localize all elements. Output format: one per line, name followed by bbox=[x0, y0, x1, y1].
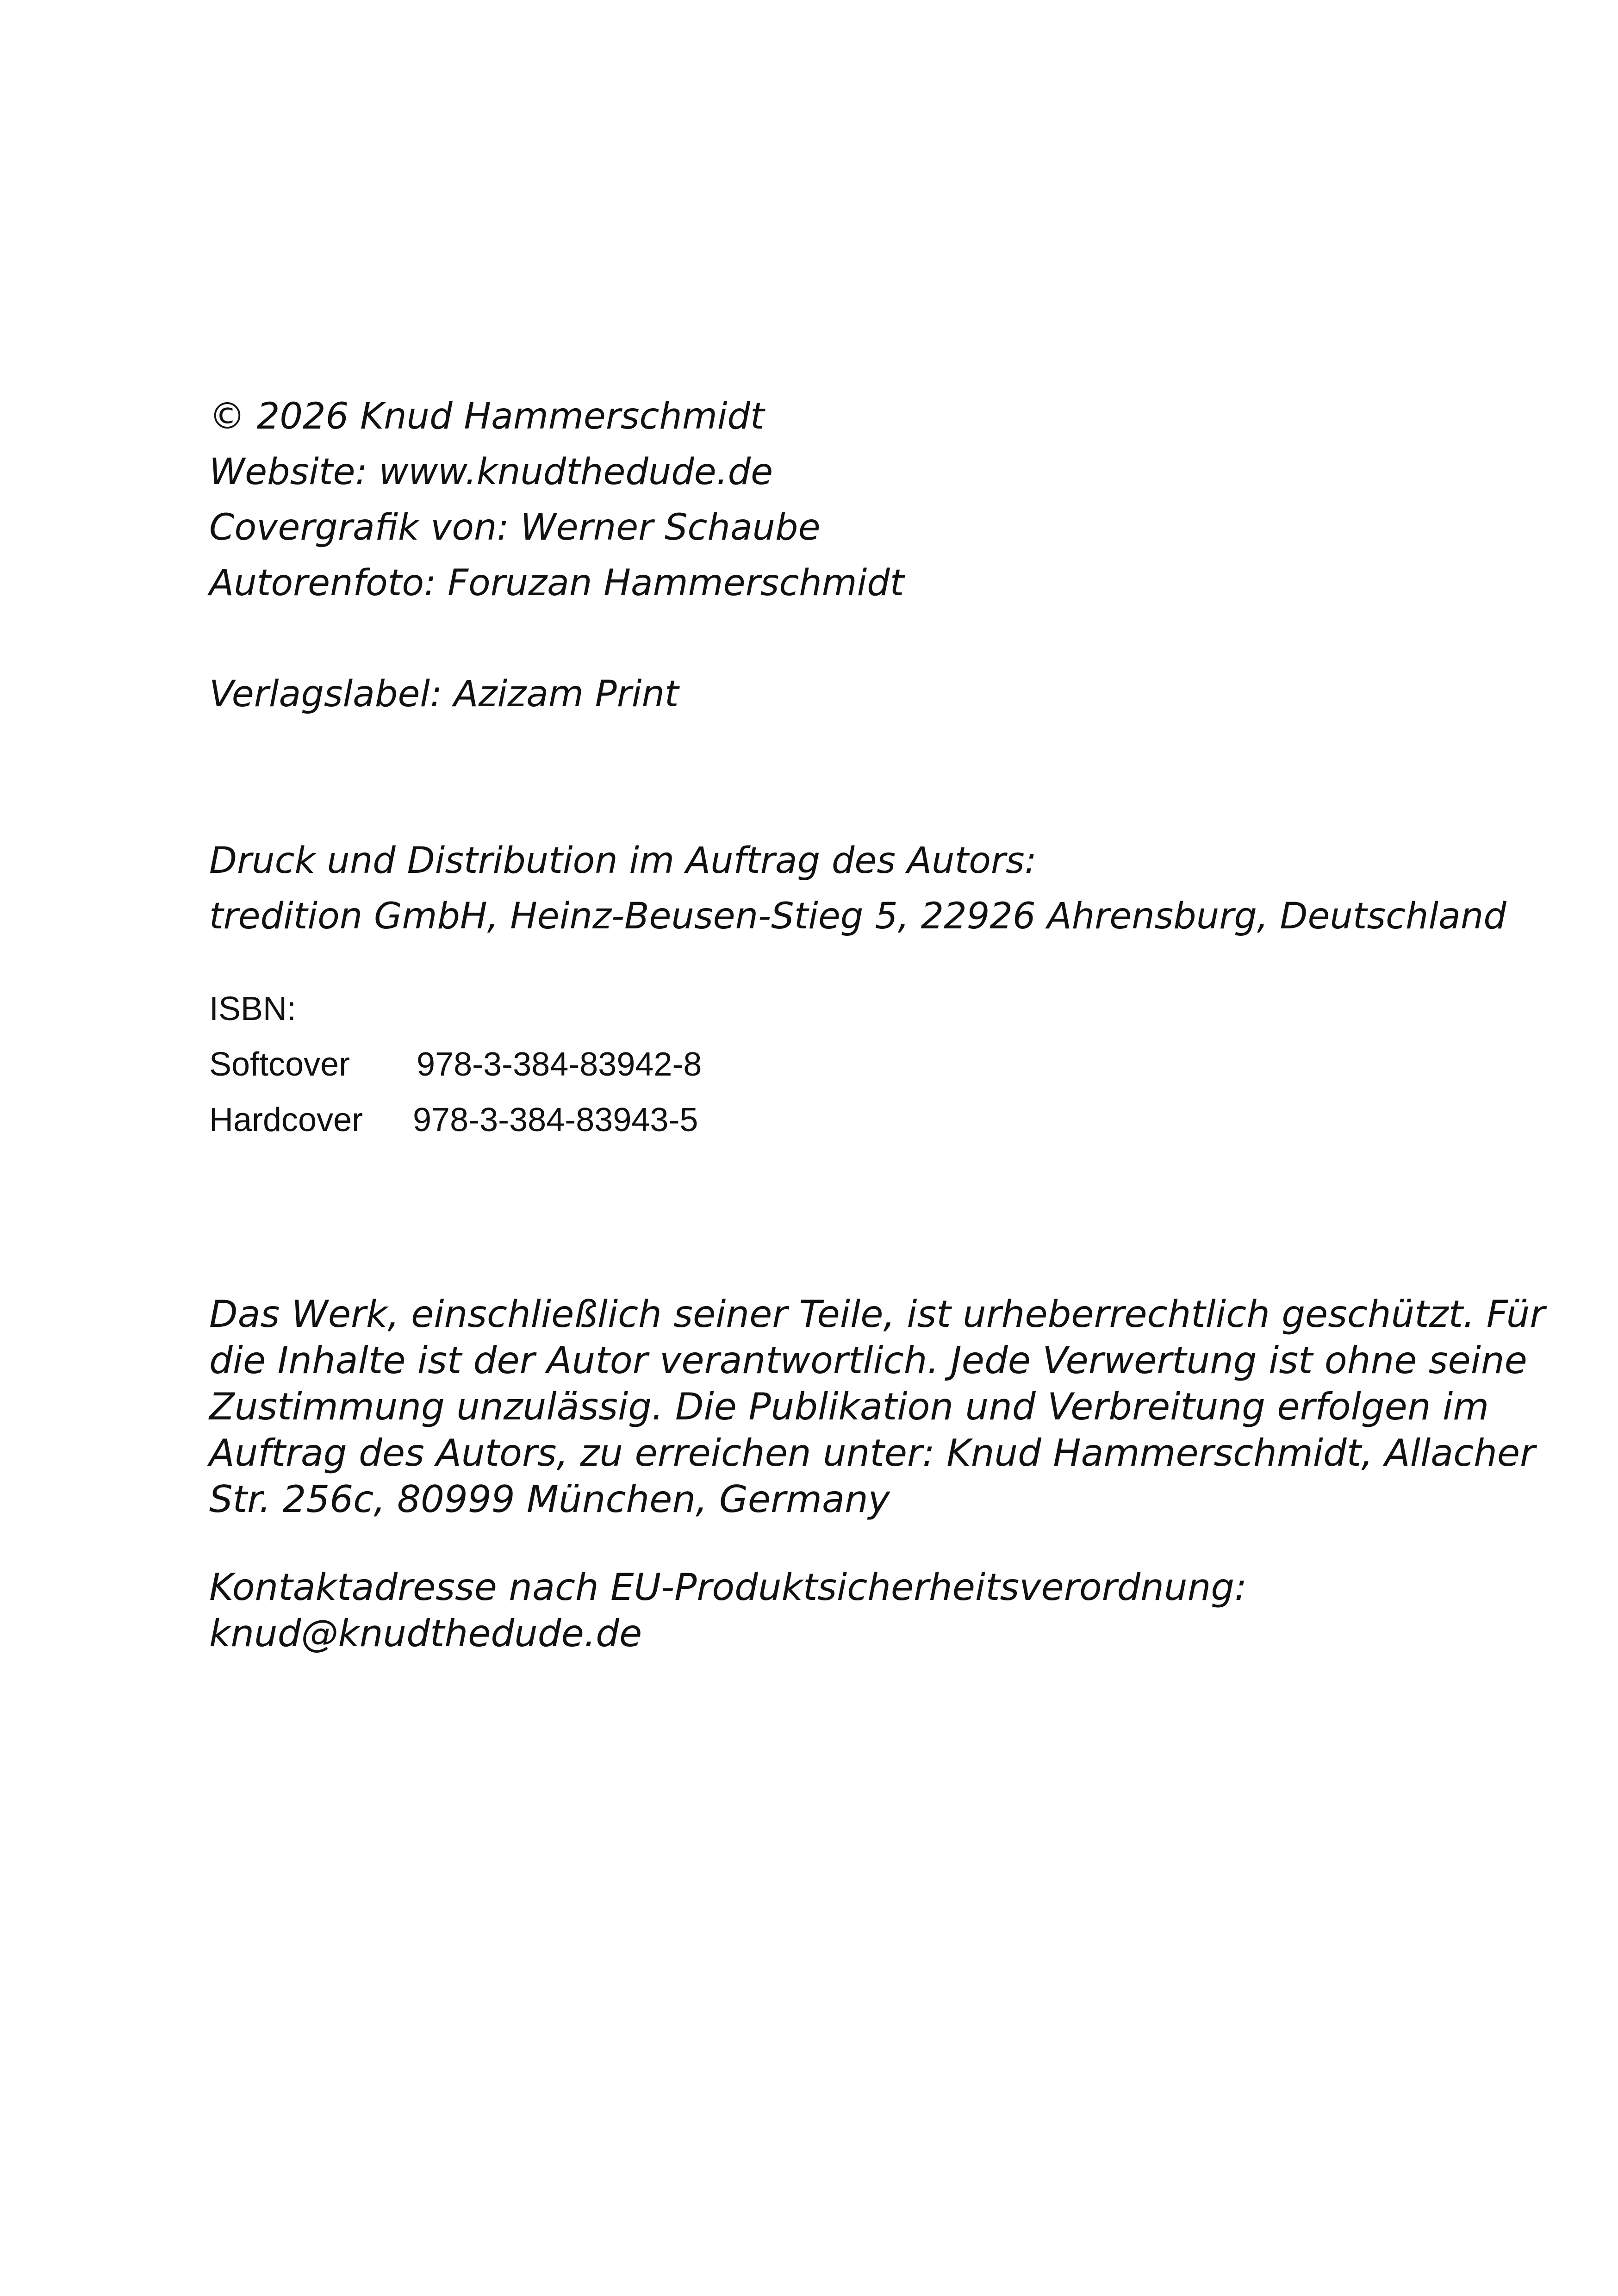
distribution-line-1: Druck und Distribution im Auftrag des Autors: bbox=[209, 840, 1037, 882]
isbn-row-hardcover bbox=[209, 1092, 1459, 1148]
copyright-line: © 2026 Knud Hammerschmidt bbox=[209, 396, 765, 437]
imprint-block bbox=[209, 389, 1459, 611]
isbn-type-label: Softcover bbox=[209, 1046, 350, 1083]
contact-block bbox=[209, 1564, 1431, 1657]
isbn-heading: ISBN: bbox=[209, 990, 297, 1027]
legal-line: die Inhalte ist der Autor verantwortlich. Jede Verwertung ist ohne seine bbox=[209, 1339, 1527, 1382]
legal-notice bbox=[209, 1291, 1545, 1523]
isbn-block bbox=[209, 981, 1459, 1148]
contact-line-1: Kontaktadresse nach EU-Produktsicherheitsverordnung: bbox=[209, 1566, 1247, 1609]
distribution-block bbox=[209, 833, 1506, 944]
publisher-label-line: Verlagslabel: Azizam Print bbox=[209, 673, 679, 715]
isbn-type-label: Hardcover bbox=[209, 1101, 363, 1139]
legal-line: Das Werk, einschließlich seiner Teile, ist urheberrechtlich geschützt. Für bbox=[209, 1293, 1545, 1336]
cover-credit-line: Covergrafik von: Werner Schaube bbox=[209, 507, 821, 548]
isbn-number: 978-3-384-83942-8 bbox=[417, 1046, 702, 1083]
contact-email: knud@knudthedude.de bbox=[209, 1612, 642, 1655]
isbn-row-softcover bbox=[209, 1037, 1459, 1092]
legal-line: Str. 256c, 80999 München, Germany bbox=[209, 1478, 890, 1521]
legal-line: Zustimmung unzulässig. Die Publikation und Verbreitung erfolgen im bbox=[209, 1385, 1489, 1428]
website-line: Website: www.knudthedude.de bbox=[209, 451, 773, 493]
legal-line: Auftrag des Autors, zu erreichen unter: Knud Hammerschmidt, Allacher bbox=[209, 1431, 1535, 1475]
author-photo-credit-line: Autorenfoto: Foruzan Hammerschmidt bbox=[209, 562, 904, 604]
publisher-label-block bbox=[209, 666, 1459, 722]
distribution-line-2: tredition GmbH, Heinz-Beusen-Stieg 5, 22926 Ahrensburg, Deutschland bbox=[209, 896, 1506, 937]
isbn-number: 978-3-384-83943-5 bbox=[413, 1101, 698, 1139]
